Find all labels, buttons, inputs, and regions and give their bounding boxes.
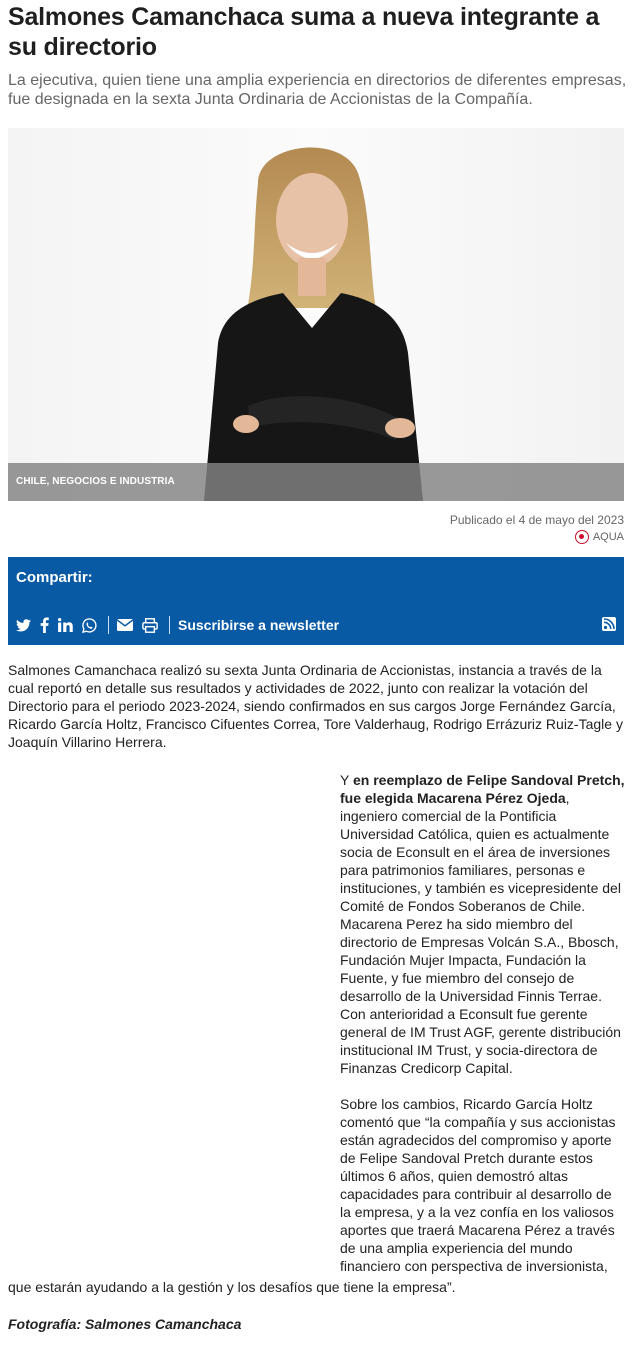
article-intro: Salmones Camanchaca realizó su sexta Junta Ordinaria de Accionistas, instancia a través de la cual reportó en detalle sus resultados y actividades de 2022, junto con realizar la votación del Directorio para el periodo 2023-2024, siendo confirmados en sus cargos Jorge Fernández García, Ricardo García Holtz, Francisco Cifuentes Correa, Tore Valderhaug, Rodrigo Errázuriz Ruiz-Tagle y Joaquín Villarino Herrera. — [8, 662, 623, 750]
linkedin-icon[interactable] — [58, 615, 73, 635]
paragraph-quote: Sobre los cambios, Ricardo García Holtz comentó que “la compañía y sus accionistas están agradecidos del compromiso y aporte de Felipe Sandoval Pretch durante estos últimos 6 años, quien demostró altas capacidades para contribuir al desarrollo de la empresa, y a la vez confía en los valiosos aportes que traerá Macarena Pérez a través de una amplia experiencia del mundo financiero con perspectiva de inversionista, — [340, 1096, 616, 1274]
share-title: Compartir: — [16, 569, 93, 586]
paragraph-appointment: Y en reemplazo de Felipe Sandoval Pretch, fue elegida Macarena Pérez Ojeda, ingeniero comercial de la Pontificia Universidad Católica, quien es actualmente socia de Econsult en el área de inversiones para patrimonios familiares, personas e instituciones, y también es vicepresidente del Comité de Fondos Soberanos de Chile. Macarena Perez ha sido miembro del directorio de Empresas Volcán S.A., Bbosch, Fundación Mujer Impacta, Fundación la Fuente, y fue miembro del consejo de desarrollo de la Universidad Finnis Terrae. Con anterioridad a Econsult fue gerente general de IM Trust AGF, gerente distribución institucional IM Trust, y socia-directora de Finanzas Credicorp Capital. — [340, 772, 625, 1076]
article-photo — [8, 128, 624, 501]
whatsapp-icon[interactable] — [82, 615, 97, 635]
newsletter-link[interactable]: Suscribirse a newsletter — [178, 617, 340, 633]
category-tags[interactable]: CHILE, NEGOCIOS E INDUSTRIA — [16, 476, 175, 487]
source-name[interactable]: AQUA — [592, 531, 624, 543]
share-icons — [16, 615, 339, 635]
article-body-column — [340, 771, 625, 1293]
photo-credit: Fotografía: Salmones Camanchaca — [8, 1316, 242, 1332]
source-record-icon — [575, 530, 589, 544]
divider — [169, 616, 170, 634]
article-title: Salmones Camanchaca suma a nueva integrante a su directorio — [8, 3, 600, 61]
print-icon[interactable] — [142, 615, 158, 635]
rss-icon[interactable] — [602, 617, 616, 631]
category-band — [8, 463, 624, 501]
divider — [108, 616, 109, 634]
appointment-highlight: en reemplazo de Felipe Sandoval Pretch, fue elegida Macarena Pérez Ojeda — [340, 772, 625, 806]
source-label[interactable] — [575, 530, 624, 544]
publish-date: Publicado el 4 de mayo del 2023 — [449, 513, 624, 527]
paragraph-quote-end: que estarán ayudando a la gestión y los desafíos que tiene la empresa”. — [8, 1279, 456, 1295]
facebook-icon[interactable] — [40, 615, 49, 635]
portrait-image — [8, 128, 624, 501]
email-icon[interactable] — [117, 615, 133, 635]
share-panel — [8, 557, 624, 645]
twitter-icon[interactable] — [16, 615, 31, 635]
article-lead: La ejecutiva, quien tiene una amplia experiencia en directorios de diferentes empresas, fue designada en la sexta Junta Ordinaria de Accionistas de la Compañía. — [8, 72, 627, 108]
